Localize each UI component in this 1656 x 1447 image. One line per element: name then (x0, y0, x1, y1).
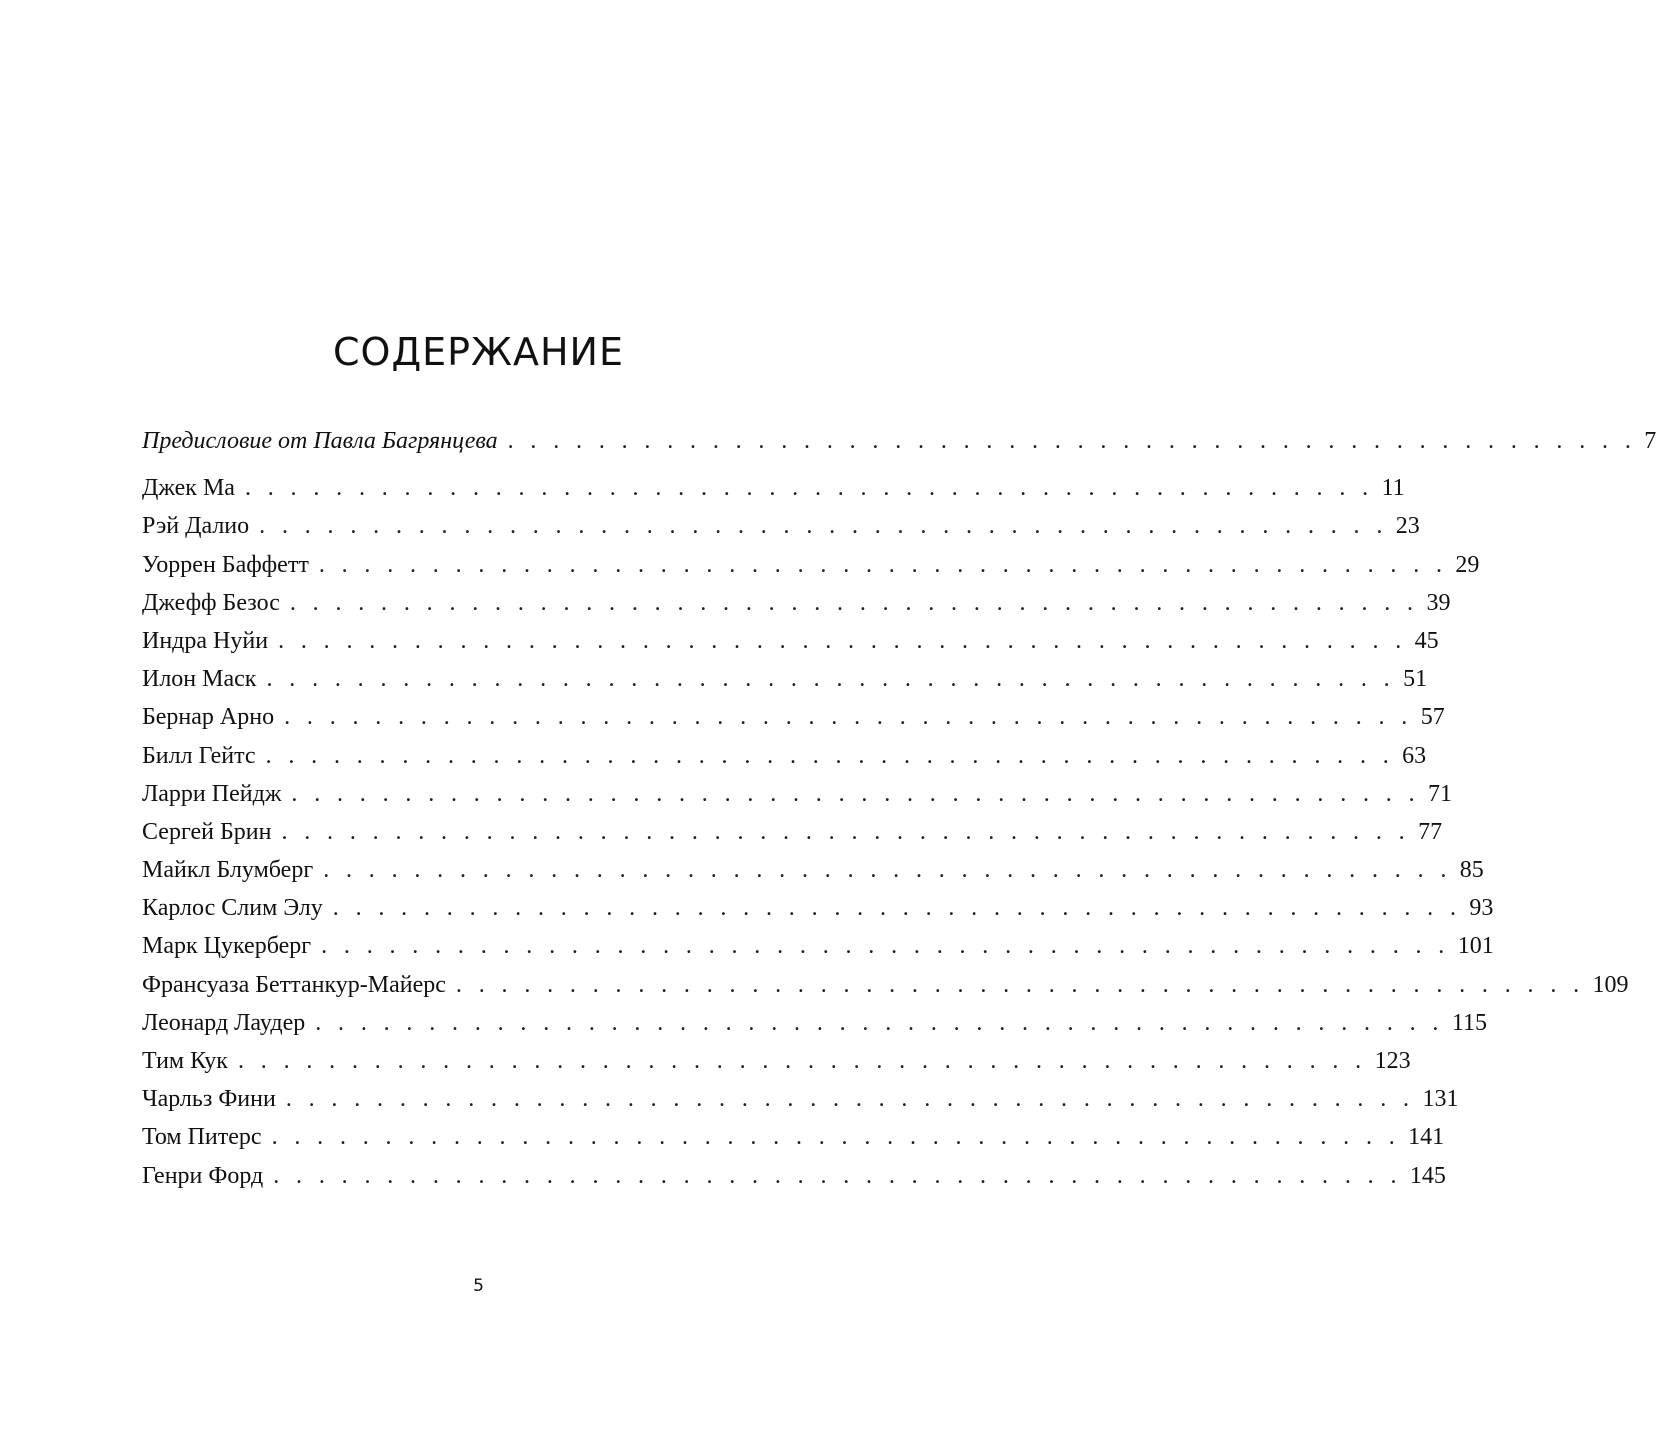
toc-entry-title: Чарльз Фини (142, 1086, 276, 1113)
toc-entry-title: Билл Гейтс (142, 742, 256, 769)
toc-entry-title: Уоррен Баффетт (142, 551, 309, 578)
toc-entry-page: 23 (1395, 513, 1420, 540)
dot-leader: . . . . . . . . . . . . . . . . . . . . . . . . . . . . . . . . . . . . . . . . . . . . . . . . . . (265, 742, 1395, 769)
toc-entry (142, 1157, 1446, 1195)
toc-entry-page: 71 (1428, 780, 1453, 807)
toc-entry-title: Карлос Слим Элу (142, 895, 323, 922)
toc-entry-title: Майкл Блумберг (142, 857, 314, 884)
toc-entry-page: 57 (1420, 704, 1445, 731)
toc-entry-title: Бернар Арно (142, 704, 275, 731)
toc-entry-page: 131 (1422, 1086, 1459, 1113)
dot-leader: . . . . . . . . . . . . . . . . . . . . . . . . . . . . . . . . . . . . . . . . . . . . . . . . . . (237, 1048, 1367, 1074)
toc-entry-page: 7 (1644, 428, 1656, 454)
toc-entry-title: Джек Ма (142, 475, 235, 502)
dot-leader: . . . . . . . . . . . . . . . . . . . . . . . . . . . . . . . . . . . . . . . . . . . . . . . . . . (507, 428, 1637, 454)
toc-entry-page: 39 (1426, 589, 1451, 616)
toc-entry-title: Рэй Далио (142, 513, 250, 540)
toc-entry-title: Индра Нуйи (142, 627, 269, 654)
toc-entry-title: Илон Маск (142, 666, 257, 693)
dot-leader: . . . . . . . . . . . . . . . . . . . . . . . . . . . . . . . . . . . . . . . . . . . . . . . . . . (273, 1162, 1402, 1189)
dot-leader: . . . . . . . . . . . . . . . . . . . . . . . . . . . . . . . . . . . . . . . . . . . . . . . . . . (291, 780, 1421, 807)
dot-leader: . . . . . . . . . . . . . . . . . . . . . . . . . . . . . . . . . . . . . . . . . . . . . . . . . . (315, 1009, 1444, 1036)
page-number: 5 (473, 1276, 484, 1296)
dot-leader: . . . . . . . . . . . . . . . . . . . . . . . . . . . . . . . . . . . . . . . . . . . . . . . . . . (321, 933, 1450, 960)
dot-leader: . . . . . . . . . . . . . . . . . . . . . . . . . . . . . . . . . . . . . . . . . . . . . . . . . . (285, 1086, 1415, 1113)
toc-entry (142, 622, 1439, 660)
toc-entry-preface (142, 422, 1656, 460)
dot-leader: . . . . . . . . . . . . . . . . . . . . . . . . . . . . . . . . . . . . . . . . . . . . . . . . . . (289, 589, 1419, 616)
toc-entry (142, 660, 1428, 698)
table-of-contents (142, 422, 1656, 1195)
toc-entry-title: Предисловие от Павла Багрянцева (142, 428, 498, 454)
toc-entry (142, 1118, 1445, 1156)
dot-leader: . . . . . . . . . . . . . . . . . . . . . . . . . . . . . . . . . . . . . . . . . . . . . . . . . . (259, 513, 1388, 540)
toc-entry (142, 851, 1484, 889)
dot-leader: . . . . . . . . . . . . . . . . . . . . . . . . . . . . . . . . . . . . . . . . . . . . . . . . . . (332, 895, 1462, 922)
toc-entry (142, 737, 1427, 775)
toc-entry-page: 85 (1459, 857, 1484, 884)
toc-entry-page: 101 (1457, 933, 1494, 960)
dot-leader: . . . . . . . . . . . . . . . . . . . . . . . . . . . . . . . . . . . . . . . . . . . . . . . . . . (244, 475, 1374, 502)
toc-entry-page: 145 (1409, 1162, 1446, 1189)
toc-entry-page: 93 (1469, 895, 1494, 922)
toc-entry-page: 29 (1455, 551, 1480, 578)
toc-entry (142, 469, 1405, 507)
toc-entry-title: Марк Цукерберг (142, 933, 312, 960)
dot-leader: . . . . . . . . . . . . . . . . . . . . . . . . . . . . . . . . . . . . . . . . . . . . . . . . . . (281, 818, 1411, 845)
toc-entry (142, 1004, 1487, 1042)
toc-entry-page: 45 (1414, 627, 1439, 654)
toc-entry-title: Леонард Лаудер (142, 1009, 306, 1036)
toc-entry (142, 775, 1453, 813)
toc-entry (142, 507, 1420, 545)
toc-entry-page: 77 (1418, 818, 1443, 845)
toc-entry-page: 141 (1408, 1124, 1445, 1151)
toc-entry-title: Тим Кук (142, 1048, 228, 1074)
toc-entry-page: 63 (1402, 742, 1427, 769)
toc-entry-page: 109 (1592, 971, 1629, 998)
toc-entry (142, 546, 1480, 584)
toc-entry-title: Франсуаза Беттанкур-Майерс (142, 971, 446, 998)
dot-leader: . . . . . . . . . . . . . . . . . . . . . . . . . . . . . . . . . . . . . . . . . . . . . . . . . . (284, 704, 1413, 731)
toc-entry-page: 123 (1374, 1048, 1411, 1074)
dot-leader: . . . . . . . . . . . . . . . . . . . . . . . . . . . . . . . . . . . . . . . . . . . . . . . . . . (318, 551, 1448, 578)
dot-leader: . . . . . . . . . . . . . . . . . . . . . . . . . . . . . . . . . . . . . . . . . . . . . . . . . . (455, 971, 1585, 998)
toc-entry-page: 51 (1403, 666, 1428, 693)
toc-entry (142, 698, 1445, 736)
page-title: СОДЕРЖАНИЕ (333, 330, 624, 374)
dot-leader: . . . . . . . . . . . . . . . . . . . . . . . . . . . . . . . . . . . . . . . . . . . . . . . . . . (323, 857, 1452, 884)
toc-entry (142, 1080, 1459, 1118)
dot-leader: . . . . . . . . . . . . . . . . . . . . . . . . . . . . . . . . . . . . . . . . . . . . . . . . . . (266, 666, 1396, 693)
toc-entry (142, 966, 1629, 1004)
toc-entry-title: Сергей Брин (142, 818, 272, 845)
dot-leader: . . . . . . . . . . . . . . . . . . . . . . . . . . . . . . . . . . . . . . . . . . . . . . . . . . (271, 1124, 1401, 1151)
toc-entry-title: Том Питерс (142, 1124, 262, 1151)
toc-entry-title: Ларри Пейдж (142, 780, 282, 807)
toc-entry (142, 889, 1494, 927)
dot-leader: . . . . . . . . . . . . . . . . . . . . . . . . . . . . . . . . . . . . . . . . . . . . . . . . . . (278, 627, 1407, 654)
toc-entry-page: 115 (1451, 1009, 1487, 1036)
toc-entry (142, 927, 1494, 965)
toc-entry-title: Джефф Безос (142, 589, 280, 616)
toc-entry (142, 813, 1443, 851)
toc-entry (142, 584, 1451, 622)
toc-entry-page: 11 (1381, 475, 1405, 502)
toc-entries (142, 469, 1629, 1195)
toc-entry-title: Генри Форд (142, 1162, 264, 1189)
toc-entry (142, 1042, 1411, 1080)
